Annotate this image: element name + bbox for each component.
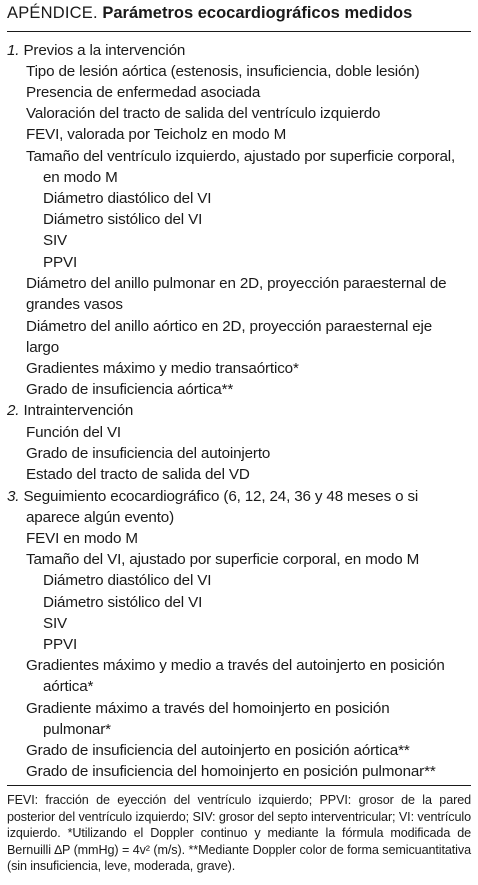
line-text: PPVI: [43, 636, 78, 653]
line-text: Diámetro del anillo pulmonar en 2D, proyección paraesternal de: [26, 275, 447, 292]
table-title: [7, 4, 412, 23]
footnote: FEVI: fracción de eyección del ventrículo izquierdo; PPVI: grosor de la pared posterior del ventrículo izquierdo; SIV: grosor del septo interventricular; VI: ventrículo izquierdo. *Utilizando el Doppler continuo y mediante la fórmula modificada de Bernuilli ∆P (mmHg) = 4v² (m/s). **Mediante Doppler color de forma semicuantitativa (sin insuficiencia, leve, moderada, grave).: [7, 793, 471, 873]
list-item: [26, 82, 260, 103]
list-item: [43, 634, 77, 655]
list-item: [26, 124, 286, 145]
line-text: Valoración del tracto de salida del ventrículo izquierdo: [26, 105, 381, 122]
list-item: [43, 209, 202, 230]
line-text: Tamaño del ventrículo izquierdo, ajustado por superficie corporal,: [26, 148, 456, 165]
line-text: SIV: [43, 232, 68, 249]
section-number: 3.: [7, 488, 20, 505]
line-text: Previos a la intervención: [23, 42, 186, 59]
line-text: Gradientes máximo y medio transaórtico*: [26, 360, 299, 377]
line-text: Gradiente máximo a través del homoinjerto en posición: [26, 700, 390, 717]
list-item: [43, 676, 93, 697]
line-text: Grado de insuficiencia aórtica**: [26, 381, 234, 398]
list-item: [26, 146, 455, 167]
line-text: Presencia de enfermedad asociada: [26, 84, 261, 101]
line-text: Diámetro sistólico del VI: [43, 211, 203, 228]
line-text: SIV: [43, 615, 68, 632]
list-item: [43, 570, 211, 591]
line-text: Función del VI: [26, 424, 121, 441]
line-text: largo: [26, 339, 60, 356]
list-item: [26, 655, 445, 676]
line-text: FEVI en modo M: [26, 530, 138, 547]
line-text: Gradientes máximo y medio a través del autoinjerto en posición: [26, 657, 445, 674]
line-text: Diámetro del anillo aórtico en 2D, proyección paraesternal eje: [26, 318, 433, 335]
list-item: [26, 358, 299, 379]
line-text: Seguimiento ecocardiográfico (6, 12, 24, 36 y 48 meses o si: [23, 488, 419, 505]
line-text: Tipo de lesión aórtica (estenosis, insuficiencia, doble lesión): [26, 63, 420, 80]
line-text: grandes vasos: [26, 296, 123, 313]
list-item: [26, 549, 419, 570]
line-text: Diámetro diastólico del VI: [43, 190, 212, 207]
list-item: [26, 103, 380, 124]
list-item: [26, 422, 121, 443]
list-item: [26, 337, 59, 358]
section-heading: [7, 486, 418, 507]
list-item: [26, 761, 436, 782]
line-text: Tamaño del VI, ajustado por superficie corporal, en modo M: [26, 551, 420, 568]
line-text: aórtica*: [43, 678, 94, 695]
section-heading: [7, 40, 185, 61]
title-prefix: APÉNDICE.: [7, 4, 98, 22]
list-item: [43, 167, 118, 188]
list-item: [26, 273, 446, 294]
section-number: 2.: [7, 402, 20, 419]
line-text: en modo M: [43, 169, 118, 186]
line-text: Grado de insuficiencia del autoinjerto: [26, 445, 271, 462]
list-item: [26, 528, 138, 549]
line-text: Diámetro diastólico del VI: [43, 572, 212, 589]
list-item: [43, 592, 202, 613]
line-text: Grado de insuficiencia del homoinjerto en posición pulmonar**: [26, 763, 436, 780]
list-item: [26, 740, 410, 761]
list-item: [43, 230, 67, 251]
line-text: Grado de insuficiencia del autoinjerto en posición aórtica**: [26, 742, 410, 759]
line-text: Diámetro sistólico del VI: [43, 594, 203, 611]
top-rule: [7, 31, 471, 32]
list-item: [43, 188, 211, 209]
list-item: [43, 252, 77, 273]
line-text: PPVI: [43, 254, 78, 271]
section-heading: [7, 400, 133, 421]
line-text: Estado del tracto de salida del VD: [26, 466, 250, 483]
line-text: FEVI, valorada por Teicholz en modo M: [26, 126, 287, 143]
list-item: [26, 379, 233, 400]
list-item: [43, 613, 67, 634]
list-item: [26, 294, 123, 315]
line-text: pulmonar*: [43, 721, 111, 738]
list-item: [26, 316, 432, 337]
list-item: [26, 61, 420, 82]
line-text: Intraintervención: [23, 402, 134, 419]
line-text: aparece algún evento): [26, 509, 174, 526]
list-item: [26, 507, 174, 528]
title-text: Parámetros ecocardiográficos medidos: [102, 4, 413, 22]
list-item: [43, 719, 111, 740]
list-item: [26, 698, 390, 719]
bottom-rule: [7, 785, 471, 786]
list-item: [26, 443, 270, 464]
section-number: 1.: [7, 42, 20, 59]
list-item: [26, 464, 250, 485]
